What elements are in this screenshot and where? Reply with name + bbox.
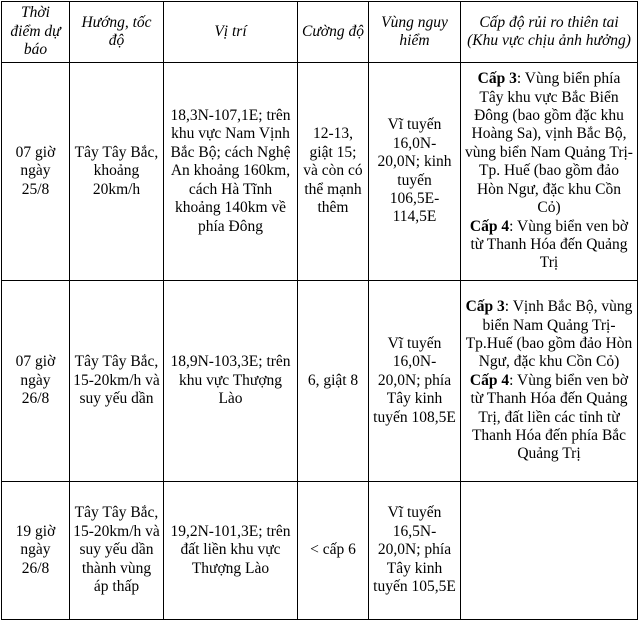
- cell-intensity: 12-13, giật 15; và còn có thể mạnh thêm: [298, 63, 369, 281]
- cell-position: 19,2N-101,3E; trên đất liền khu vực Thượng Lào: [164, 482, 298, 620]
- risk-entry: [464, 218, 634, 273]
- risk-entry: [464, 298, 634, 372]
- cell-danger-zone: Vĩ tuyến 16,0N-20,0N; kinh tuyến 106,5E-114,5E: [369, 63, 461, 281]
- header-danger-zone: Vùng nguy hiểm: [369, 2, 461, 63]
- risk-entry: [464, 70, 634, 217]
- risk-entry: [464, 372, 634, 464]
- cell-time: 19 giờ ngày 26/8: [2, 482, 70, 620]
- cell-direction-speed: Tây Tây Bắc, khoảng 20km/h: [70, 63, 164, 281]
- header-risk-level: Cấp độ rủi ro thiên tai (Khu vực chịu ảnh hưởng): [461, 2, 638, 63]
- table-row: [2, 63, 638, 281]
- cell-danger-zone: Vĩ tuyến 16,0N-20,0N; phía Tây kinh tuyến 108,5E: [369, 281, 461, 482]
- cell-risk-level: [461, 482, 638, 620]
- cell-risk-level: [461, 63, 638, 281]
- table-row: [2, 482, 638, 620]
- header-time: Thời điểm dự báo: [2, 2, 70, 63]
- cell-position: 18,9N-103,3E; trên khu vực Thượng Lào: [164, 281, 298, 482]
- risk-area-text: : Vùng biển ven bờ từ Thanh Hóa đến Quảng Trị, đất liền các tỉnh từ Thanh Hóa đến phía Bắc Quảng Trị: [470, 371, 629, 463]
- cell-time: 07 giờ ngày 25/8: [2, 63, 70, 281]
- header-position: Vị trí: [164, 2, 298, 63]
- cell-time: 07 giờ ngày 26/8: [2, 281, 70, 482]
- risk-level-label: Cấp 3: [477, 70, 517, 88]
- forecast-table: [1, 1, 638, 620]
- cell-direction-speed: Tây Tây Bắc, 15-20km/h và suy yếu dần: [70, 281, 164, 482]
- risk-level-label: Cấp 4: [469, 217, 510, 235]
- cell-intensity: < cấp 6: [298, 482, 369, 620]
- cell-intensity: 6, giật 8: [298, 281, 369, 482]
- risk-level-label: Cấp 4: [469, 371, 510, 389]
- header-direction-speed: Hướng, tốc độ: [70, 2, 164, 63]
- cell-risk-level: [461, 281, 638, 482]
- header-row: [2, 2, 638, 63]
- cell-direction-speed: Tây Tây Bắc, 15-20km/h và suy yếu dần thành vùng áp thấp: [70, 482, 164, 620]
- risk-area-text: : Vùng biển ven bờ từ Thanh Hóa đến Quảng Trị: [470, 217, 629, 272]
- header-intensity: Cường độ: [298, 2, 369, 63]
- cell-danger-zone: Vĩ tuyến 16,5N-20,0N; phía Tây kinh tuyến 105,5E: [369, 482, 461, 620]
- table-row: [2, 281, 638, 482]
- risk-area-text: : Vùng biển phía Tây khu vực Bắc Biển Đông (bao gồm đặc khu Hoàng Sa), vịnh Bắc Bộ, vùng biển Nam Quảng Trị-Tp. Huế (bao gồm đảo Hòn Ngư, đặc khu Cồn Cỏ): [465, 70, 633, 217]
- risk-area-text: : Vịnh Bắc Bộ, vùng biển Nam Quảng Trị-Tp.Huế (bao gồm đảo Hòn Ngư, đặc khu Cồn Cỏ): [465, 298, 633, 371]
- risk-level-label: Cấp 3: [465, 298, 505, 316]
- cell-position: 18,3N-107,1E; trên khu vực Nam Vịnh Bắc Bộ; cách Nghệ An khoảng 160km, cách Hà Tĩnh khoảng 140km về phía Đông: [164, 63, 298, 281]
